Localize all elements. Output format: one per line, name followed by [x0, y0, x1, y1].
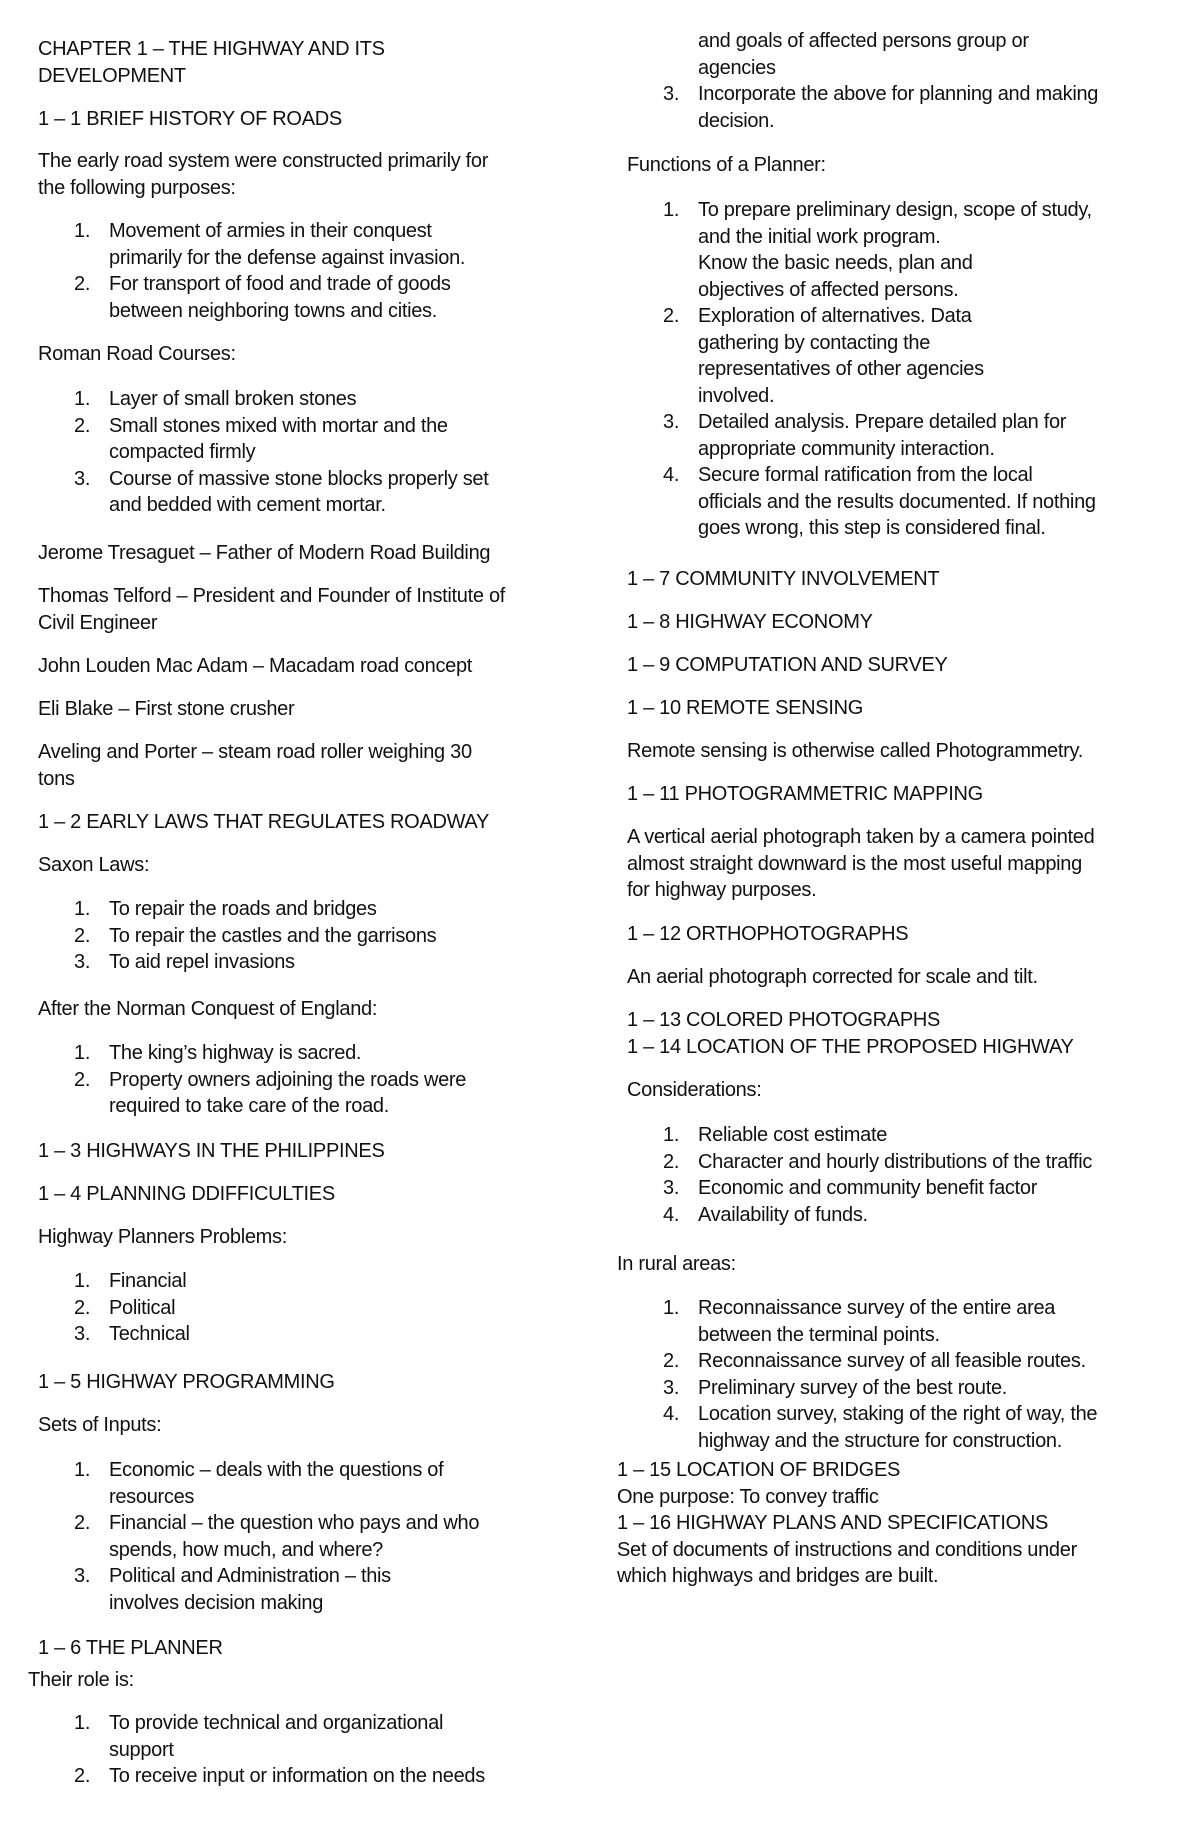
section-heading-1-2: 1 – 2 EARLY LAWS THAT REGULATES ROADWAY — [38, 811, 490, 833]
photo-mapping-text: A vertical aerial photograph taken by a camera pointed almost straight downward is the most useful mapping for highway purposes. — [627, 826, 1095, 901]
list-item-number: 4. — [663, 1203, 680, 1226]
section-heading-1-14: 1 – 14 LOCATION OF THE PROPOSED HIGHWAY — [627, 1036, 1074, 1058]
list-item-text: To repair the castles and the garrisons — [109, 924, 437, 947]
ortho-block — [627, 964, 1167, 991]
purposes-list — [38, 218, 568, 324]
list-item — [38, 413, 568, 466]
list-item-number: 1. — [74, 1459, 91, 1481]
section-1-11-block — [627, 781, 1167, 808]
section-heading-1-8: 1 – 8 HIGHWAY ECONOMY — [627, 611, 873, 633]
list-item — [38, 896, 568, 923]
list-item-number: 2. — [74, 1512, 91, 1534]
rural-label-block — [617, 1251, 1167, 1278]
list-item — [38, 1563, 568, 1616]
section-heading-1-12: 1 – 12 ORTHOPHOTOGRAPHS — [627, 923, 909, 945]
role-label-block — [28, 1667, 568, 1694]
list-item — [38, 1067, 568, 1120]
list-item-text: For transport of food and trade of goods between neighboring towns and cities. — [109, 273, 451, 322]
inputs-label-block — [38, 1412, 568, 1439]
list-item — [627, 1122, 1167, 1149]
list-item-text: Location survey, staking of the right of way, the highway and the structure for construction. — [698, 1403, 1098, 1452]
list-item-number: 2. — [74, 1068, 91, 1091]
list-item-text: Incorporate the above for planning and making decision. — [698, 83, 1099, 132]
inputs-label: Sets of Inputs: — [38, 1414, 162, 1436]
norman-label: After the Norman Conquest of England: — [38, 998, 378, 1020]
list-item-number: 3. — [74, 1323, 91, 1345]
functions-label-block — [627, 152, 1167, 179]
photo-mapping-block — [627, 824, 1167, 904]
list-item-number: 3. — [74, 467, 91, 490]
list-item-text: The king’s highway is sacred. — [109, 1042, 362, 1064]
inputs-list — [38, 1457, 568, 1616]
section-heading-1-6: 1 – 6 THE PLANNER — [38, 1637, 223, 1659]
macadam-entry: John Louden Mac Adam – Macadam road concept — [38, 655, 473, 677]
bridges-text: One purpose: To convey traffic — [617, 1485, 879, 1508]
list-item-number: 1. — [74, 1270, 91, 1292]
list-item-number: 2. — [74, 1765, 91, 1787]
list-item-number: 4. — [663, 464, 680, 486]
section-1-13-block — [627, 1007, 1167, 1034]
rural-steps-list — [627, 1295, 1167, 1454]
section-1-7-block — [627, 566, 1167, 593]
list-item-number: 1. — [74, 1712, 91, 1734]
list-item — [627, 197, 1167, 303]
section-1-3-block — [38, 1138, 568, 1165]
blake-entry: Eli Blake – First stone crusher — [38, 698, 295, 720]
tresaguet-block — [38, 540, 568, 567]
list-item-text: Layer of small broken stones — [109, 388, 357, 410]
chapter-title: CHAPTER 1 – THE HIGHWAY AND ITS DEVELOPMENT — [38, 38, 385, 87]
list-item-text: Small stones mixed with mortar and the compacted firmly — [109, 414, 448, 463]
list-item-text: To aid repel invasions — [109, 951, 295, 973]
list-item-number: 2. — [663, 1150, 680, 1173]
list-item-text: Political — [109, 1296, 176, 1319]
chapter-title-block — [38, 36, 568, 89]
functions-block — [627, 197, 1167, 542]
ortho-text: An aerial photograph corrected for scale and tilt. — [627, 966, 1038, 988]
list-item — [627, 1175, 1167, 1202]
list-item-number: 3. — [663, 83, 680, 105]
list-item-number: 1. — [74, 898, 91, 920]
list-item — [38, 1268, 568, 1295]
section-1-15-block — [617, 1457, 1167, 1590]
list-item — [38, 1510, 568, 1563]
list-item-text: Reconnaissance survey of all feasible routes. — [698, 1350, 1086, 1372]
list-item — [38, 1040, 568, 1067]
list-item-number: 4. — [663, 1403, 680, 1425]
list-item-text: Political and Administration – this involves decision making — [109, 1565, 391, 1614]
list-item-number: 3. — [663, 411, 680, 433]
history-intro-block — [38, 148, 568, 201]
purposes-block — [38, 218, 568, 324]
list-item — [38, 923, 568, 950]
list-item — [627, 1401, 1167, 1454]
problems-label-block — [38, 1224, 568, 1251]
list-item — [627, 1295, 1167, 1348]
list-item-number: 1. — [74, 388, 91, 410]
list-item-text: Reliable cost estimate — [698, 1124, 888, 1146]
section-1-9-block — [627, 652, 1167, 679]
section-heading-1-11: 1 – 11 PHOTOGRAMMETRIC MAPPING — [627, 783, 983, 805]
roles-block — [38, 1710, 568, 1790]
norman-list — [38, 1040, 568, 1120]
list-item — [38, 949, 568, 976]
list-item — [627, 28, 1167, 81]
inputs-block — [38, 1457, 568, 1616]
section-1-2-block — [38, 809, 568, 836]
section-heading-1-9: 1 – 9 COMPUTATION AND SURVEY — [627, 654, 948, 676]
blake-block — [38, 696, 568, 723]
tresaguet-entry: Jerome Tresaguet – Father of Modern Road Building — [38, 542, 491, 564]
list-item-text: and goals of affected persons group or agencies — [698, 30, 1029, 79]
aveling-entry: Aveling and Porter – steam road roller weighing 30 tons — [38, 741, 472, 790]
list-item — [627, 1375, 1167, 1402]
section-1-1-block — [38, 106, 568, 133]
list-item-number: 3. — [74, 1565, 91, 1587]
section-heading-1-3: 1 – 3 HIGHWAYS IN THE PHILIPPINES — [38, 1140, 385, 1162]
roles-continued-block — [627, 28, 1167, 134]
list-item-number: 1. — [663, 1297, 680, 1319]
section-heading-1-10: 1 – 10 REMOTE SENSING — [627, 697, 863, 719]
list-item — [627, 1149, 1167, 1176]
list-item-number: 1. — [74, 220, 91, 242]
list-item-text: Movement of armies in their conquest primarily for the defense against invasion. — [109, 220, 466, 269]
list-item-number: 3. — [663, 1376, 680, 1399]
list-item-number: 2. — [74, 1296, 91, 1319]
list-item-number: 1. — [663, 1124, 680, 1146]
list-item-number: 2. — [74, 414, 91, 437]
functions-list — [627, 197, 1167, 542]
list-item — [627, 1348, 1167, 1375]
list-item-number: 2. — [74, 924, 91, 947]
list-item — [38, 1710, 568, 1763]
list-item — [38, 466, 568, 519]
list-item — [38, 218, 568, 271]
list-item-text: To repair the roads and bridges — [109, 898, 377, 920]
section-1-8-block — [627, 609, 1167, 636]
list-item-text: Property owners adjoining the roads were required to take care of the road. — [109, 1068, 467, 1117]
list-item-text: Secure formal ratification from the local officials and the results documented. If nothing goes wrong, this step is considered final. — [698, 464, 1096, 539]
section-heading-1-4: 1 – 4 PLANNING DDIFFICULTIES — [38, 1183, 335, 1205]
functions-label: Functions of a Planner: — [627, 154, 826, 176]
list-item-text: Technical — [109, 1323, 190, 1345]
problems-list — [38, 1268, 568, 1348]
considerations-block — [627, 1122, 1167, 1228]
list-item-number: 3. — [74, 951, 91, 973]
roman-courses-block — [38, 386, 568, 519]
aveling-block — [38, 739, 568, 792]
section-heading-1-13: 1 – 13 COLORED PHOTOGRAPHS — [627, 1009, 941, 1031]
telford-entry: Thomas Telford – President and Founder of Institute of Civil Engineer — [38, 585, 506, 634]
list-item-number: 1. — [663, 199, 680, 221]
problems-block — [38, 1268, 568, 1348]
list-item-text: Character and hourly distributions of the traffic — [698, 1150, 1093, 1173]
roman-courses-list — [38, 386, 568, 519]
rural-steps-block — [627, 1295, 1167, 1454]
telford-block — [38, 583, 568, 636]
list-item — [38, 1763, 568, 1790]
list-item-text: Preliminary survey of the best route. — [698, 1376, 1008, 1399]
section-1-12-block — [627, 921, 1167, 948]
section-1-10-block — [627, 695, 1167, 722]
saxon-laws-label: Saxon Laws: — [38, 854, 150, 876]
list-item — [627, 81, 1167, 134]
remote-sensing-block — [627, 738, 1167, 765]
rural-label: In rural areas: — [617, 1253, 736, 1275]
list-item-text: Course of massive stone blocks properly set and bedded with cement mortar. — [109, 467, 489, 516]
section-1-14-block — [627, 1034, 1167, 1061]
list-item — [627, 462, 1167, 542]
list-item — [627, 409, 1167, 462]
saxon-laws-list — [38, 896, 568, 976]
history-intro: The early road system were constructed primarily for the following purposes: — [38, 150, 489, 199]
list-item — [38, 271, 568, 324]
macadam-block — [38, 653, 568, 680]
list-item — [627, 303, 1167, 409]
section-heading-1-7: 1 – 7 COMMUNITY INVOLVEMENT — [627, 568, 940, 590]
list-item-text: Availability of funds. — [698, 1203, 868, 1226]
norman-label-block — [38, 996, 568, 1023]
section-1-4-block — [38, 1181, 568, 1208]
list-item-text: To provide technical and organizational support — [109, 1712, 444, 1761]
section-1-5-block — [38, 1369, 568, 1396]
list-item-text: Detailed analysis. Prepare detailed plan for appropriate community interaction. — [698, 411, 1067, 460]
list-item — [38, 1295, 568, 1322]
roman-label-block — [38, 341, 568, 368]
considerations-label: Considerations: — [627, 1079, 762, 1101]
list-item-text: Economic and community benefit factor — [698, 1177, 1038, 1199]
list-item-number: 2. — [74, 273, 91, 295]
norman-items-block — [38, 1040, 568, 1120]
plans-text: Set of documents of instructions and conditions under which highways and bridges are built. — [617, 1538, 1077, 1587]
roman-courses-label: Roman Road Courses: — [38, 343, 236, 365]
list-item-text: Economic – deals with the questions of resources — [109, 1459, 444, 1508]
list-item — [627, 1202, 1167, 1229]
role-label: Their role is: — [28, 1669, 134, 1691]
section-heading-1-1: 1 – 1 BRIEF HISTORY OF ROADS — [38, 108, 342, 130]
list-item — [38, 386, 568, 413]
list-item — [38, 1321, 568, 1348]
roles-continued-list — [627, 28, 1167, 134]
considerations-list — [627, 1122, 1167, 1228]
list-item-text: Financial — [109, 1270, 187, 1292]
list-item-number: 3. — [663, 1177, 680, 1199]
section-heading-1-5: 1 – 5 HIGHWAY PROGRAMMING — [38, 1371, 335, 1393]
list-item-number: 1. — [74, 1042, 91, 1064]
saxon-label-block — [38, 852, 568, 879]
remote-sensing-text: Remote sensing is otherwise called Photogrammetry. — [627, 740, 1083, 762]
section-heading-1-15: 1 – 15 LOCATION OF BRIDGES — [617, 1459, 901, 1481]
list-item-number: 2. — [663, 1350, 680, 1372]
list-item-number: 2. — [663, 305, 680, 327]
section-heading-1-16: 1 – 16 HIGHWAY PLANS AND SPECIFICATIONS — [617, 1512, 1049, 1534]
list-item-text: To prepare preliminary design, scope of study, and the initial work program. Know the basic needs, plan and objectives of affected persons. — [698, 199, 1092, 301]
roles-list — [38, 1710, 568, 1790]
list-item-text: To receive input or information on the needs — [109, 1765, 485, 1787]
list-item-text: Reconnaissance survey of the entire area between the terminal points. — [698, 1297, 1056, 1346]
considerations-label-block — [627, 1077, 1167, 1104]
saxon-laws-block — [38, 896, 568, 976]
section-1-6-block — [38, 1635, 568, 1662]
problems-label: Highway Planners Problems: — [38, 1226, 287, 1248]
list-item — [38, 1457, 568, 1510]
list-item-text: Exploration of alternatives. Data gathering by contacting the representatives of other agencies involved. — [698, 305, 984, 407]
list-item-text: Financial – the question who pays and who spends, how much, and where? — [109, 1512, 480, 1561]
